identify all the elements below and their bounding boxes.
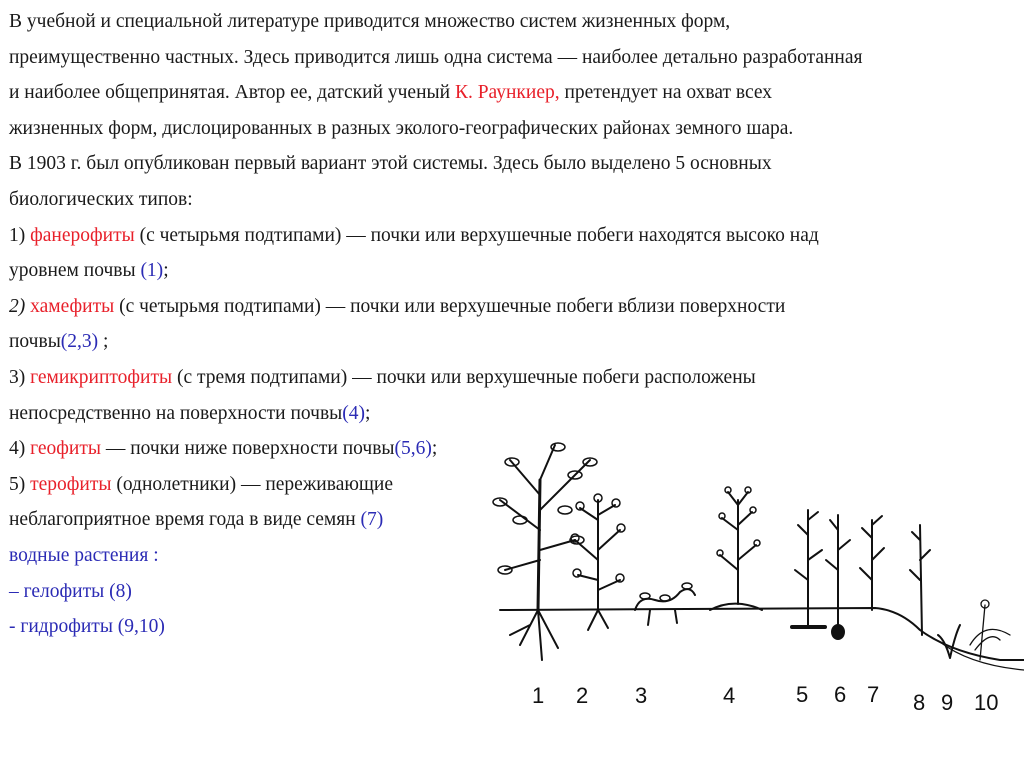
intro-line-3 xyxy=(9,75,1019,111)
figure-number: 1 xyxy=(532,683,545,708)
aquatic-heading: водные растения : xyxy=(9,544,159,566)
type-2-line-b xyxy=(9,324,1019,360)
type-prefix: 5) xyxy=(9,473,31,495)
figure-ref: (2,3) xyxy=(60,331,99,353)
type-desc: (с четырьмя подтипами) — почки или верхушечные побеги находятся высоко над xyxy=(134,224,819,246)
punct: ; xyxy=(98,331,109,353)
type-desc: — почки ниже поверхности почвы xyxy=(100,438,395,460)
figure-ref: (5,6) xyxy=(394,438,432,460)
text: В 1903 г. был опубликован первый вариант этой системы. Здесь было выделено 5 основных xyxy=(9,153,772,175)
type-prefix: 4) xyxy=(9,438,31,460)
type-prefix: 2) xyxy=(9,295,31,317)
type-name: хамефиты xyxy=(30,295,115,317)
punct: ; xyxy=(365,402,371,424)
intro-line-4 xyxy=(9,111,1019,147)
history-line-1 xyxy=(9,146,1019,182)
type-prefix: 3) xyxy=(9,366,31,388)
figure-number: 9 xyxy=(941,690,954,715)
aquatic-helophytes: – гелофиты (8) xyxy=(9,580,132,602)
intro-line-1 xyxy=(9,4,1019,40)
figure-number: 10 xyxy=(974,690,999,715)
aquatic-hydrophytes: - гидрофиты (9,10) xyxy=(9,616,165,638)
type-name: терофиты xyxy=(30,473,112,495)
text: жизненных форм, дислоцированных в разных эколого-географических районах земного шара. xyxy=(9,117,794,139)
text: биологических типов: xyxy=(9,188,193,210)
type-name: фанерофиты xyxy=(30,224,135,246)
ground-line xyxy=(500,608,1024,660)
type-desc: (с тремя подтипами) — почки или верхушечные побеги расположены xyxy=(172,366,756,388)
plant-8-helophyte xyxy=(910,525,930,635)
punct: ; xyxy=(431,438,438,460)
text: претендует на охват всех xyxy=(559,82,773,104)
figure-number: 7 xyxy=(867,682,880,707)
figure-number: 8 xyxy=(913,690,926,715)
figure-number: 5 xyxy=(796,682,809,707)
figure-number: 2 xyxy=(576,683,589,708)
text: и наиболее общепринятая. Автор ее, датский ученый xyxy=(9,82,455,104)
type-3-line-a xyxy=(9,360,1019,396)
figure-number: 3 xyxy=(635,683,648,708)
figure-number: 4 xyxy=(723,683,736,708)
type-desc: (однолетники) — переживающие xyxy=(111,473,394,495)
plant-7-therophyte xyxy=(860,516,884,610)
figure-ref: (1) xyxy=(140,260,164,282)
plant-6-geophyte xyxy=(826,515,850,639)
type-prefix: 1) xyxy=(9,224,31,246)
type-2-line-a xyxy=(9,289,1019,325)
type-desc: неблагоприятное время года в виде семян xyxy=(9,509,361,531)
text: В учебной и специальной литературе приводится множество систем жизненных форм, xyxy=(9,11,731,32)
history-line-2 xyxy=(9,182,1019,218)
type-name: гемикриптофиты xyxy=(30,366,173,388)
intro-line-2 xyxy=(9,40,1019,76)
type-name: геофиты xyxy=(30,438,101,460)
plant-5-geophyte xyxy=(792,510,825,627)
type-desc: непосредственно на поверхности почвы xyxy=(9,402,343,424)
text: преимущественно частных. Здесь приводится лишь одна система — наиболее детально разработанная xyxy=(9,46,863,68)
plant-4-hemicryptophyte xyxy=(710,487,762,610)
author-name: К. Раункиер, xyxy=(454,82,560,104)
figure-ref: (4) xyxy=(342,402,366,424)
type-1-line-a xyxy=(9,218,1019,254)
plant-1-tree xyxy=(493,443,597,660)
figure-ref: (7) xyxy=(360,509,384,531)
type-1-line-b xyxy=(9,253,1019,289)
type-desc: почвы xyxy=(9,331,61,353)
plant-10-hydrophyte xyxy=(970,600,1010,660)
life-forms-illustration xyxy=(480,420,1024,767)
type-desc: уровнем почвы xyxy=(9,260,141,282)
figure-number-labels xyxy=(532,682,998,715)
figure-number: 6 xyxy=(834,682,847,707)
plant-3-creeping xyxy=(635,583,695,625)
type-desc: (с четырьмя подтипами) — почки или верхушечные побеги вблизи поверхности xyxy=(114,295,786,317)
punct: ; xyxy=(163,260,169,282)
